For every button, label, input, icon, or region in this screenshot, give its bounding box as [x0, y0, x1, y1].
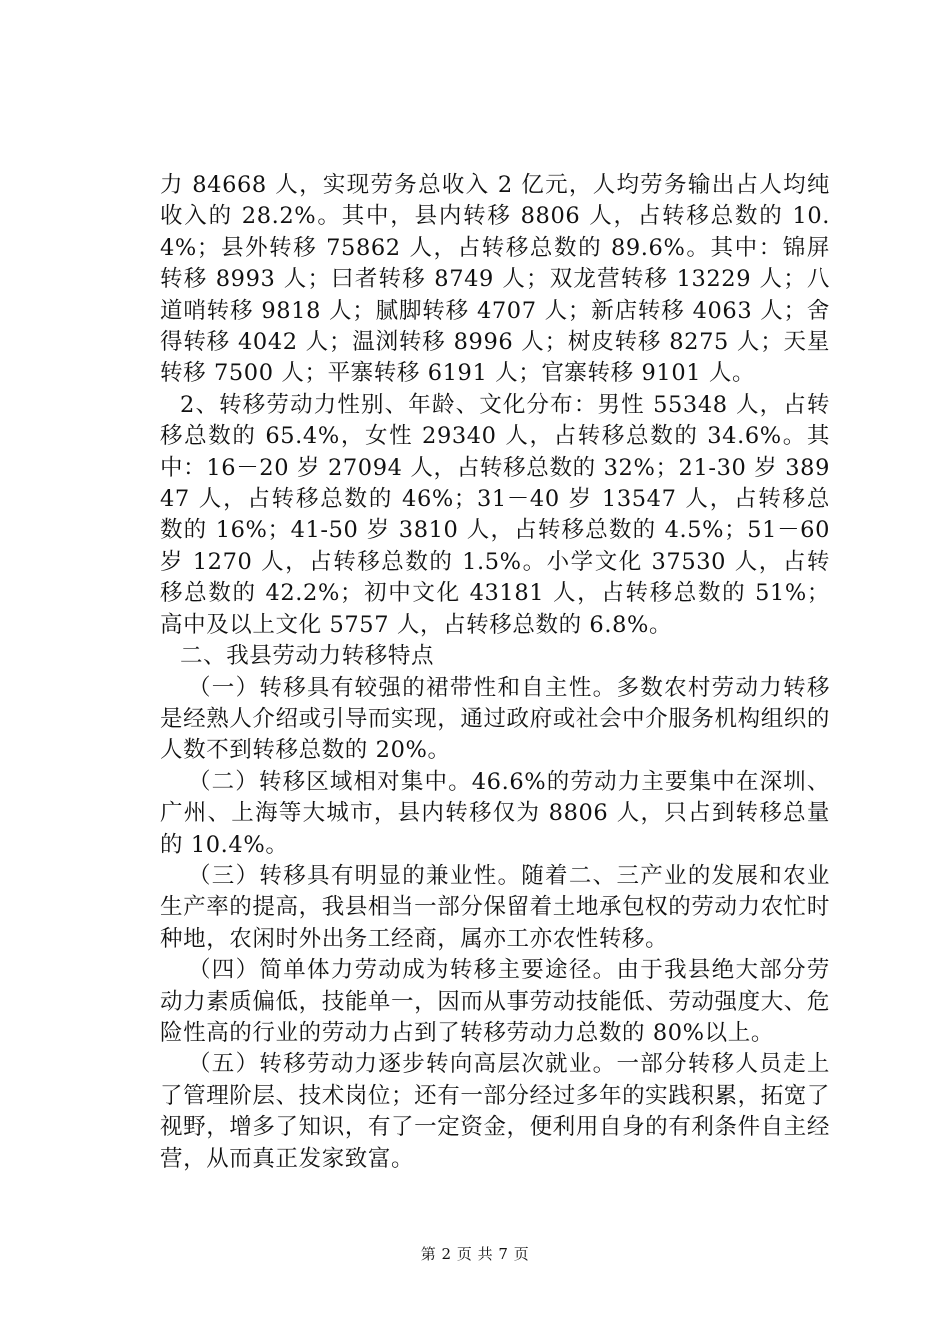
section-heading-transfer-features: 二、我县劳动力转移特点 [180, 643, 435, 670]
paragraph-feature-4: （四）简单体力劳动成为转移主要途径。由于我县绝大部分劳动力素质偏低，技能单一，因而从事劳动技能低、劳动强度大、危险性高的行业的劳动力占到了转移劳动力总数的 80%以上。 [160, 957, 830, 1046]
paragraph-feature-2: （二）转移区域相对集中。46.6%的劳动力主要集中在深圳、广州、上海等大城市，县内转移仅为 8806 人，只占到转移总量的 10.4%。 [160, 768, 830, 858]
paragraph-feature-1: （一）转移具有较强的裙带性和自主性。多数农村劳动力转移是经熟人介绍或引导而实现，通过政府或社会中介服务机构组织的人数不到转移总数的 20%。 [160, 674, 830, 764]
paragraph-feature-5: （五）转移劳动力逐步转向高层次就业。一部分转移人员走上了管理阶层、技术岗位；还有一部分经过多年的实践积累，拓宽了视野，增多了知识，有了一定资金，便利用自身的有利条件自主经营，从而真正发家致富。 [160, 1051, 830, 1172]
paragraph-gender-age-education: 2、转移劳动力性别、年龄、文化分布：男性 55348 人，占转移总数的 65.4%，女性 29340 人，占转移总数的 34.6%。其中：16－20 岁 27094 人，占转移总数的 32%；21-30 岁 38947 人，占转移总数的 46%；31－40 岁 13547 人，占转移总数的 16%；41-50 岁 3810 人，占转移总数的 4.5%；51－60 岁 1270 人，占转移总数的 1.5%。小学文化 37530 人，占转移总数的 42.2%；初中文化 43181 人，占转移总数的 51%；高中及以上文化 5757 人，占转移总数的 6.8%。 [160, 391, 830, 638]
document-body [160, 170, 830, 1175]
paragraph-labor-transfer-totals: 力 84668 人，实现劳务总收入 2 亿元，人均劳务输出占人均纯收入的 28.2%。其中，县内转移 8806 人，占转移总数的 10.4%；县外转移 75862 人，占转移总数的 89.6%。其中：锦屏转移 8993 人；曰者转移 8749 人；双龙营转移 13229 人；八道哨转移 9818 人；腻脚转移 4707 人；新店转移 4063 人；舍得转移 4042 人；温浏转移 8996 人；树皮转移 8275 人；天星转移 7500 人；平寨转移 6191 人；官寨转移 9101 人。 [160, 172, 830, 387]
page-number-footer: 第 2 页 共 7 页 [420, 1245, 530, 1263]
paragraph-feature-3: （三）转移具有明显的兼业性。随着二、三产业的发展和农业生产率的提高，我县相当一部分保留着土地承包权的劳动力农忙时种地，农闲时外出务工经商，属亦工亦农性转移。 [160, 862, 830, 952]
